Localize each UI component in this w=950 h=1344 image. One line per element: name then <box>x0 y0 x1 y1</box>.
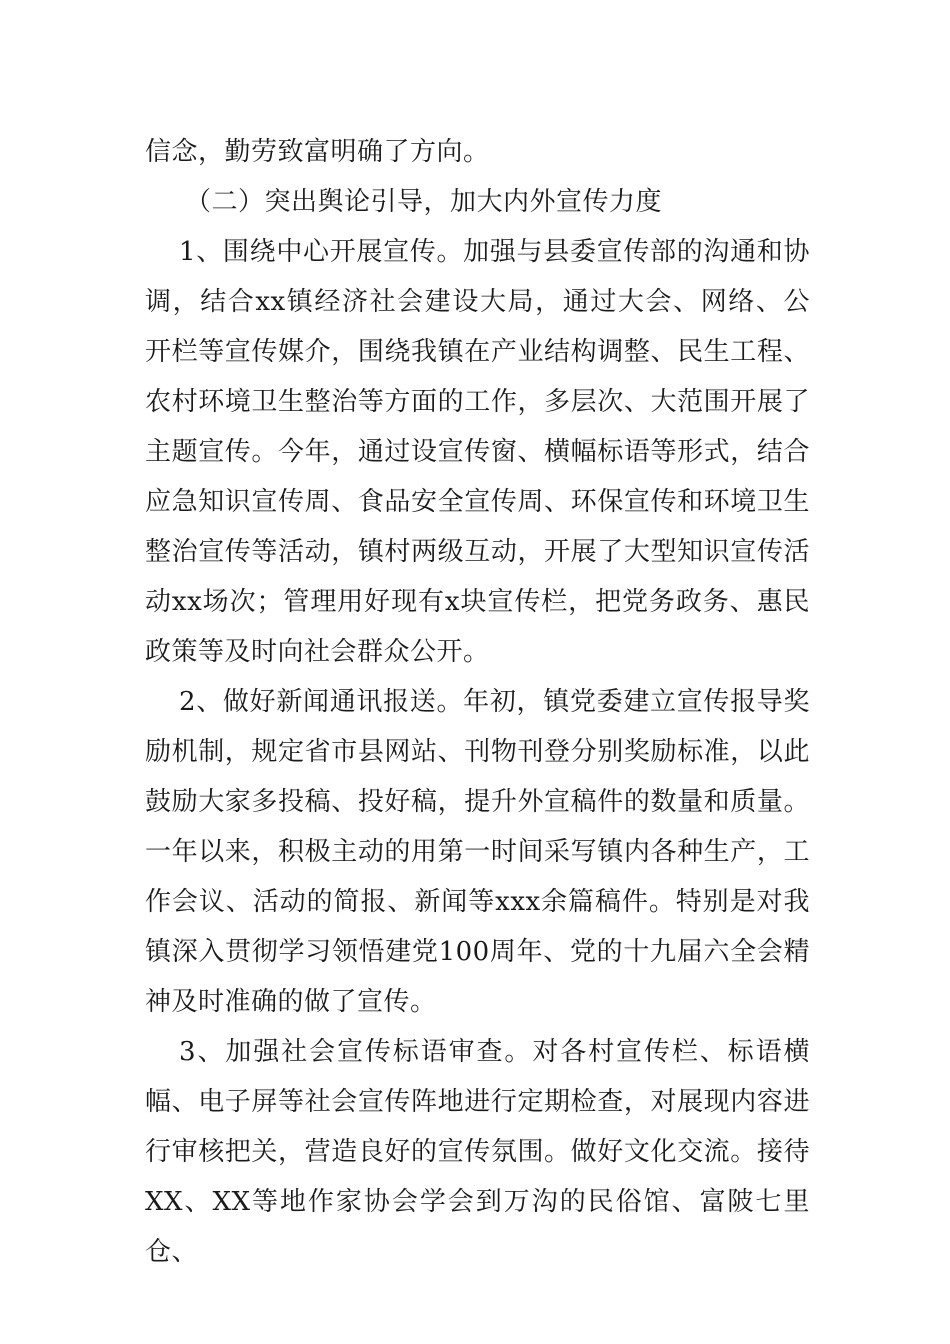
paragraph-item-3: 3、加强社会宣传标语审查。对各村宣传栏、标语横幅、电子屏等社会宣传阵地进行定期检查，对展现内容进行审核把关，营造良好的宣传氛围。做好文化交流。接待XX、XX等地作家协会学会到万沟的民俗馆、富陂七里仓、 <box>145 1037 810 1267</box>
paragraph-item-2: 2、做好新闻通讯报送。年初，镇党委建立宣传报导奖励机制，规定省市县网站、刊物刊登分别奖励标准，以此鼓励大家多投稿、投好稿，提升外宣稿件的数量和质量。一年以来，积极主动的用第一时间采写镇内各种生产，工作会议、活动的简报、新闻等xxx余篇稿件。特别是对我镇深入贯彻学习领悟建党100周年、党的十九届六全会精神及时准确的做了宣传。 <box>145 687 810 1017</box>
paragraph-item-1: 1、围绕中心开展宣传。加强与县委宣传部的沟通和协调，结合xx镇经济社会建设大局，通过大会、网络、公开栏等宣传媒介，围绕我镇在产业结构调整、民生工程、农村环境卫生整治等方面的工作，多层次、大范围开展了主题宣传。今年，通过设宣传窗、横幅标语等形式，结合应急知识宣传周、食品安全宣传周、环保宣传和环境卫生整治宣传等活动，镇村两级互动，开展了大型知识宣传活动xx场次；管理用好现有x块宣传栏，把党务政务、惠民政策等及时向社会群众公开。 <box>145 237 810 667</box>
paragraph-continuation: 信念，勤劳致富明确了方向。 <box>145 137 490 167</box>
section-heading: （二）突出舆论引导，加大内外宣传力度 <box>185 187 663 217</box>
document-body <box>145 127 810 1277</box>
